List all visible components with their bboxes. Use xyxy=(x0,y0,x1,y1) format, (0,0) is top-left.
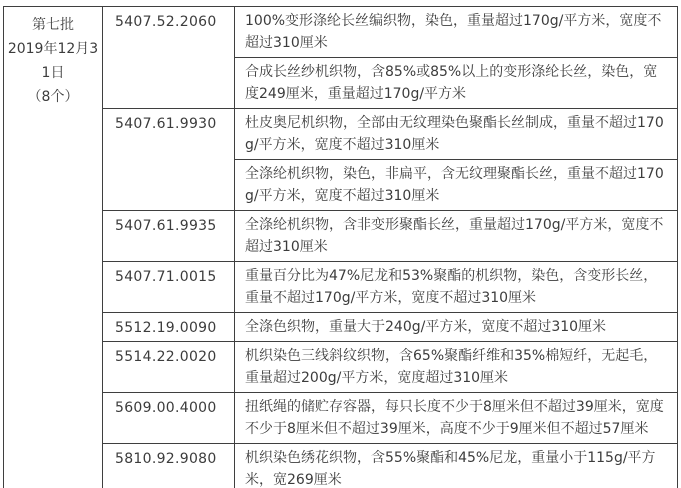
table-row xyxy=(4,262,678,313)
hs-code-cell: 5407.61.9930 xyxy=(103,109,235,211)
tariff-table-body xyxy=(4,7,678,488)
description-cell: 全涤纶机织物，含非变形聚酯长丝，重量超过170g/平方米，宽度不超过310厘米 xyxy=(235,211,678,262)
hs-code-cell: 5609.00.4000 xyxy=(103,393,235,444)
hs-code-cell: 5407.61.9935 xyxy=(103,211,235,262)
description-cell: 扭纸绳的储贮存容器，每只长度不少于8厘米但不超过39厘米，宽度不少于8厘米但不超过39厘米，高度不少于9厘米但不超过57厘米 xyxy=(235,393,678,444)
batch-cell xyxy=(4,7,103,488)
description-cell: 合成长丝纱机织物，含85%或85%以上的变形涤纶长丝，染色，宽度249厘米，重量超过170g/平方米 xyxy=(235,58,678,109)
hs-code-cell: 5514.22.0020 xyxy=(103,342,235,393)
batch-count: （8个） xyxy=(27,89,79,105)
table-row xyxy=(4,313,678,342)
description-cell: 全涤色织物，重量大于240g/平方米，宽度不超过310厘米 xyxy=(235,313,678,342)
description-cell: 机织染色三线斜纹织物，含65%聚酯纤维和35%棉短纤，无起毛，重量超过200g/平方米，宽度超过310厘米 xyxy=(235,342,678,393)
hs-code-cell: 5810.92.9080 xyxy=(103,444,235,488)
table-row xyxy=(4,393,678,444)
description-cell: 100%变形涤纶长丝编织物，染色，重量超过170g/平方米，宽度不超过310厘米 xyxy=(235,7,678,58)
description-cell: 全涤纶机织物，染色，非扁平，含无纹理聚酯长丝，重量不超过170g/平方米，宽度不超过310厘米 xyxy=(235,160,678,211)
tariff-table xyxy=(3,6,678,488)
batch-date: 2019年12月31日 xyxy=(7,41,99,81)
batch-name: 第七批 xyxy=(32,17,74,33)
table-row xyxy=(4,109,678,160)
description-cell: 重量百分比为47%尼龙和53%聚酯的机织物，染色，含变形长丝，重量不超过170g/平方米，宽度不超过310厘米 xyxy=(235,262,678,313)
hs-code-cell: 5407.71.0015 xyxy=(103,262,235,313)
description-cell: 机织染色绣花织物，含55%聚酯和45%尼龙，重量小于115g/平方米，宽269厘米 xyxy=(235,444,678,488)
hs-code-cell: 5512.19.0090 xyxy=(103,313,235,342)
table-row xyxy=(4,211,678,262)
table-row xyxy=(4,342,678,393)
hs-code-cell: 5407.52.2060 xyxy=(103,7,235,109)
table-row xyxy=(4,7,678,58)
table-row xyxy=(4,444,678,488)
description-cell: 杜皮奥尼机织物，全部由无纹理染色聚酯长丝制成，重量不超过170g/平方米，宽度不超过310厘米 xyxy=(235,109,678,160)
